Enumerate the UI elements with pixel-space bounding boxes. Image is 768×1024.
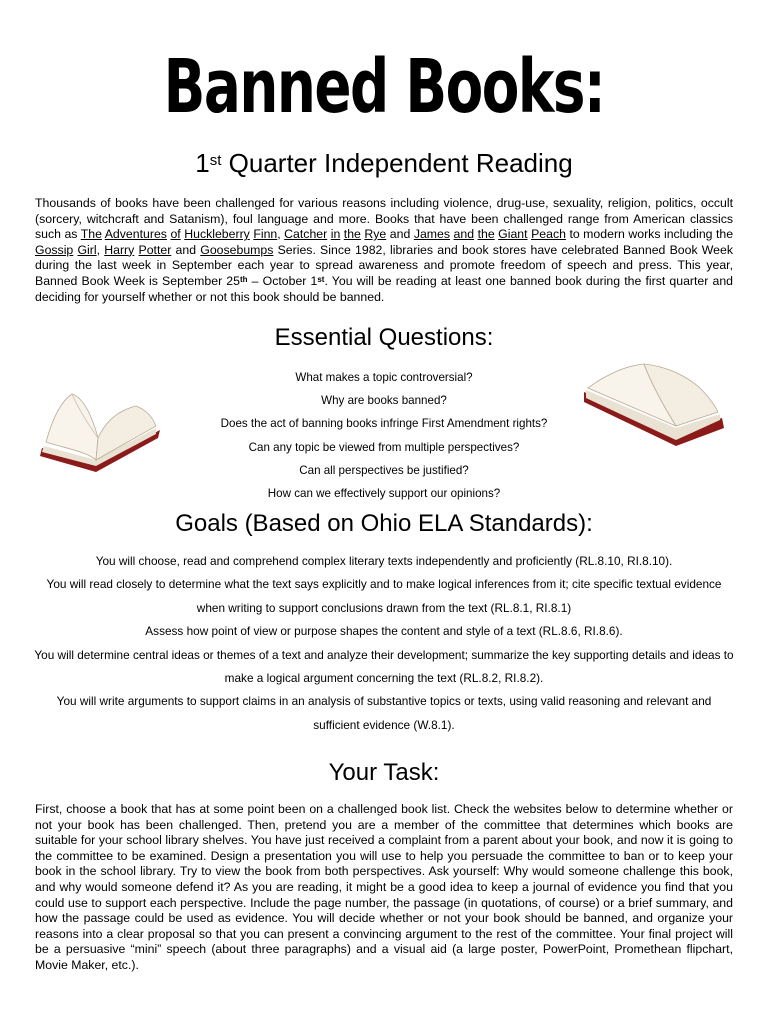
- title-word: Potter: [138, 242, 172, 257]
- title-word: Huckleberry: [184, 227, 250, 242]
- title-word: Goosebumps: [200, 242, 274, 257]
- intro-text-3: Series. Since 1982, libraries and book stores have celebrated Banned Book Week during the last week in September each year to spread awareness and promote freedom of speech and press. This year, Banned Book Week is September 25: [35, 242, 734, 288]
- question-item: Can any topic be viewed from multiple perspectives?: [248, 440, 520, 454]
- question-item: Can all perspectives be justified?: [299, 463, 469, 477]
- ordinal-suffix: th: [239, 274, 248, 284]
- intro-text-5: . You will be reading at least one banned book during the first quarter and deciding for yourself whether or not this book should be banned.: [35, 273, 733, 304]
- intro-paragraph: Thousands of books have been challenged for various reasons including violence, drug-use, sexuality, religion, politics, occult (sorcery, witchcraft and Satanism), foul language and more. Books that have been challenged range from American classics such as The Adventures of Huckleberry Finn, Catcher in the Rye and James and the Giant Peach to modern works including the Gossip Girl, Harry Potter and Goosebumps Series. Since 1982, libraries and book stores have celebrated Banned Book Week during the last week in September each year to spread awareness and promote freedom of speech and press. This year, Banned Book Week is September 25th – October 1st. You will be reading at least one banned book during the first quarter and deciding for yourself whether or not this book should be banned.: [35, 196, 734, 304]
- title-word: Giant: [498, 227, 528, 242]
- subtitle-text: Quarter Independent Reading: [221, 148, 573, 178]
- open-book-icon-right: [584, 362, 726, 448]
- title-word: Peach: [531, 227, 566, 242]
- open-book-icon-left: [38, 390, 164, 472]
- essential-questions-heading: Essential Questions:: [274, 324, 494, 351]
- goal-item: You will read closely to determine what the text says explicitly and to make logical inferences from it; cite specific textual evidence when writing to support conclusions drawn from the text (RL.8.1, RI.8.1): [46, 577, 722, 615]
- title-word: Catcher: [284, 227, 328, 242]
- title-word: Harry: [104, 242, 135, 257]
- title-word: in: [330, 227, 341, 242]
- main-title: Banned Books:: [163, 44, 605, 130]
- title-word: James: [413, 227, 451, 242]
- question-item: How can we effectively support our opinions?: [267, 486, 501, 500]
- title-word: the: [343, 227, 361, 242]
- goal-item: You will choose, read and comprehend complex literary texts independently and proficiently (RL.8.10, RI.8.10).: [95, 554, 673, 568]
- title-word: Finn: [253, 227, 278, 242]
- goals-list: [34, 550, 734, 737]
- your-task-heading: Your Task:: [328, 759, 440, 786]
- question-item: Why are books banned?: [321, 394, 447, 408]
- question-item: What makes a topic controversial?: [295, 371, 473, 384]
- intro-conjunction: and: [175, 242, 197, 257]
- subtitle-ordinal: 1: [195, 148, 210, 178]
- title-word: Gossip: [35, 242, 74, 257]
- ordinal-suffix: st: [317, 274, 325, 284]
- task-paragraph: First, choose a book that has at some point been on a challenged book list. Check the websites below to determine whether or not your book has been challenged. Then, pretend you are a member of the committee that determines which books are suitable for your school library shelves. You have just received a complaint from a parent about your book, and now it is going to the committee to be examined. Design a presentation you will use to help you persuade the committee to ban or to keep your book in the school library. Try to view the book from both perspectives. Ask yourself: Why would someone challenge this book, and why would someone defend it? As you are reading, it might be a good idea to keep a journal of evidence you find that you could use to support each perspective. Include the page number, the passage (in quotations, of course) or a brief summary, and how the passage could be used as evidence. You will decide whether or not your book should be banned, and organize your reasons into a clear proposal so that you can present a convincing argument to the rest of the committee. Your final project will be a persuasive “mini” speech (about three paragraphs) and a visual aid (a large poster, PowerPoint, Promethean flipchart, Movie Maker, etc.).: [35, 802, 733, 972]
- title-word: of: [170, 227, 181, 242]
- intro-text-4: – October 1: [247, 273, 318, 288]
- title-word: Adventures: [104, 227, 167, 242]
- question-item: Does the act of banning books infringe First Amendment rights?: [220, 417, 548, 431]
- subtitle: [0, 146, 768, 180]
- title-word: The: [80, 227, 102, 242]
- title-word: Girl: [77, 242, 97, 257]
- goal-item: Assess how point of view or purpose shapes the content and style of a text (RL.8.6, RI.8.6).: [145, 624, 623, 639]
- goal-item: You will write arguments to support claims in an analysis of substantive topics or texts, using valid reasoning and relevant and sufficient evidence (W.8.1).: [56, 694, 712, 732]
- subtitle-ordinal-suffix: st: [209, 152, 222, 169]
- intro-text-2: to modern works including the: [565, 227, 734, 242]
- intro-conjunction: and: [389, 227, 411, 242]
- goals-heading: Goals (Based on Ohio ELA Standards):: [175, 510, 593, 537]
- title-word: Rye: [364, 227, 387, 242]
- title-word: the: [477, 227, 495, 242]
- title-word: and: [453, 227, 475, 242]
- goal-item: You will determine central ideas or themes of a text and analyze their development; summarize the key supporting details and ideas to make a logical argument concerning the text (RL.8.2, RI.8.2).: [34, 647, 734, 686]
- intro-text-1: Thousands of books have been challenged for various reasons including violence, drug-use, sexuality, religion, politics, occult (sorcery, witchcraft and Satanism), foul language and more. Books that have been challenged range from American classics such as: [35, 196, 733, 242]
